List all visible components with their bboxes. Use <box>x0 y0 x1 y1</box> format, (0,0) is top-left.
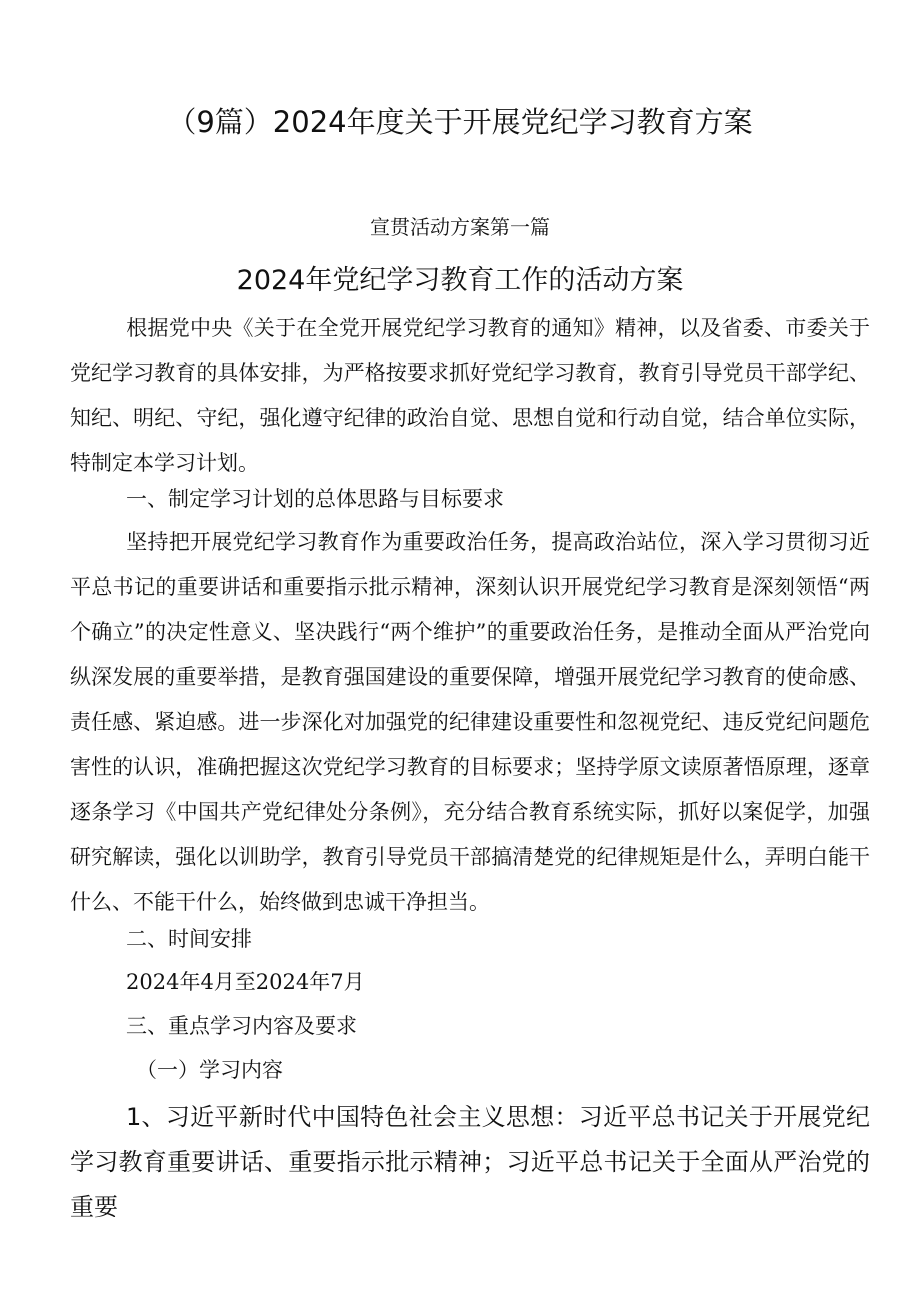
intro-paragraph <box>70 306 870 486</box>
intro-paragraph-text: 根据党中央《关于在全党开展党纪学习教育的通知》精神，以及省委、市委关于党纪学习教育的具体安排，为严格按要求抓好党纪学习教育，教育引导党员干部学纪、知纪、明纪、守纪，强化遵守纪律的政治自觉、思想自觉和行动自觉，结合单位实际，特制定本学习计划。 <box>70 316 870 475</box>
document-subtitle: 宣贯活动方案第一篇 <box>370 215 550 239</box>
paragraph-1-text: 坚持把开展党纪学习教育作为重要政治任务，提高政治站位，深入学习贯彻习近平总书记的重要讲话和重要指示批示精神，深刻认识开展党纪学习教育是深刻领悟“两个确立”的决定性意义、坚决践行“两个维护”的重要政治任务，是推动全面从严治党向纵深发展的重要举措，是教育强国建设的重要保障，增强开展党纪学习教育的使命感、责任感、紧迫感。进一步深化对加强党的纪律建设重要性和忽视党纪、违反党纪问题危害性的认识，准确把握这次党纪学习教育的目标要求；坚持学原文读原著悟原理，逐章逐条学习《中国共产党纪律处分条例》，充分结合教育系统实际，抓好以案促学，加强研究解读，强化以训助学，教育引导党员干部搞清楚党的纪律规矩是什么，弄明白能干什么、不能干什么，始终做到忠诚干净担当。 <box>70 530 870 914</box>
paragraph-2 <box>70 1095 870 1230</box>
paragraph-2-text: 1、习近平新时代中国特色社会主义思想：习近平总书记关于开展党纪学习教育重要讲话、重要指示批示精神；习近平总书记关于全面从严治党的重要 <box>70 1103 870 1221</box>
heading-3: 三、重点学习内容及要求 <box>126 1014 357 1038</box>
heading-2: 二、时间安排 <box>126 927 252 951</box>
document-main-title: （9篇）2024年度关于开展党纪学习教育方案 <box>167 105 753 139</box>
paragraph-1 <box>70 520 870 925</box>
heading-1: 一、制定学习计划的总体思路与目标要求 <box>126 487 504 511</box>
time-range: 2024年4月至2024年7月 <box>126 970 365 994</box>
subheading-1: （一）学习内容 <box>136 1058 283 1082</box>
section-title: 2024年党纪学习教育工作的活动方案 <box>236 265 684 296</box>
